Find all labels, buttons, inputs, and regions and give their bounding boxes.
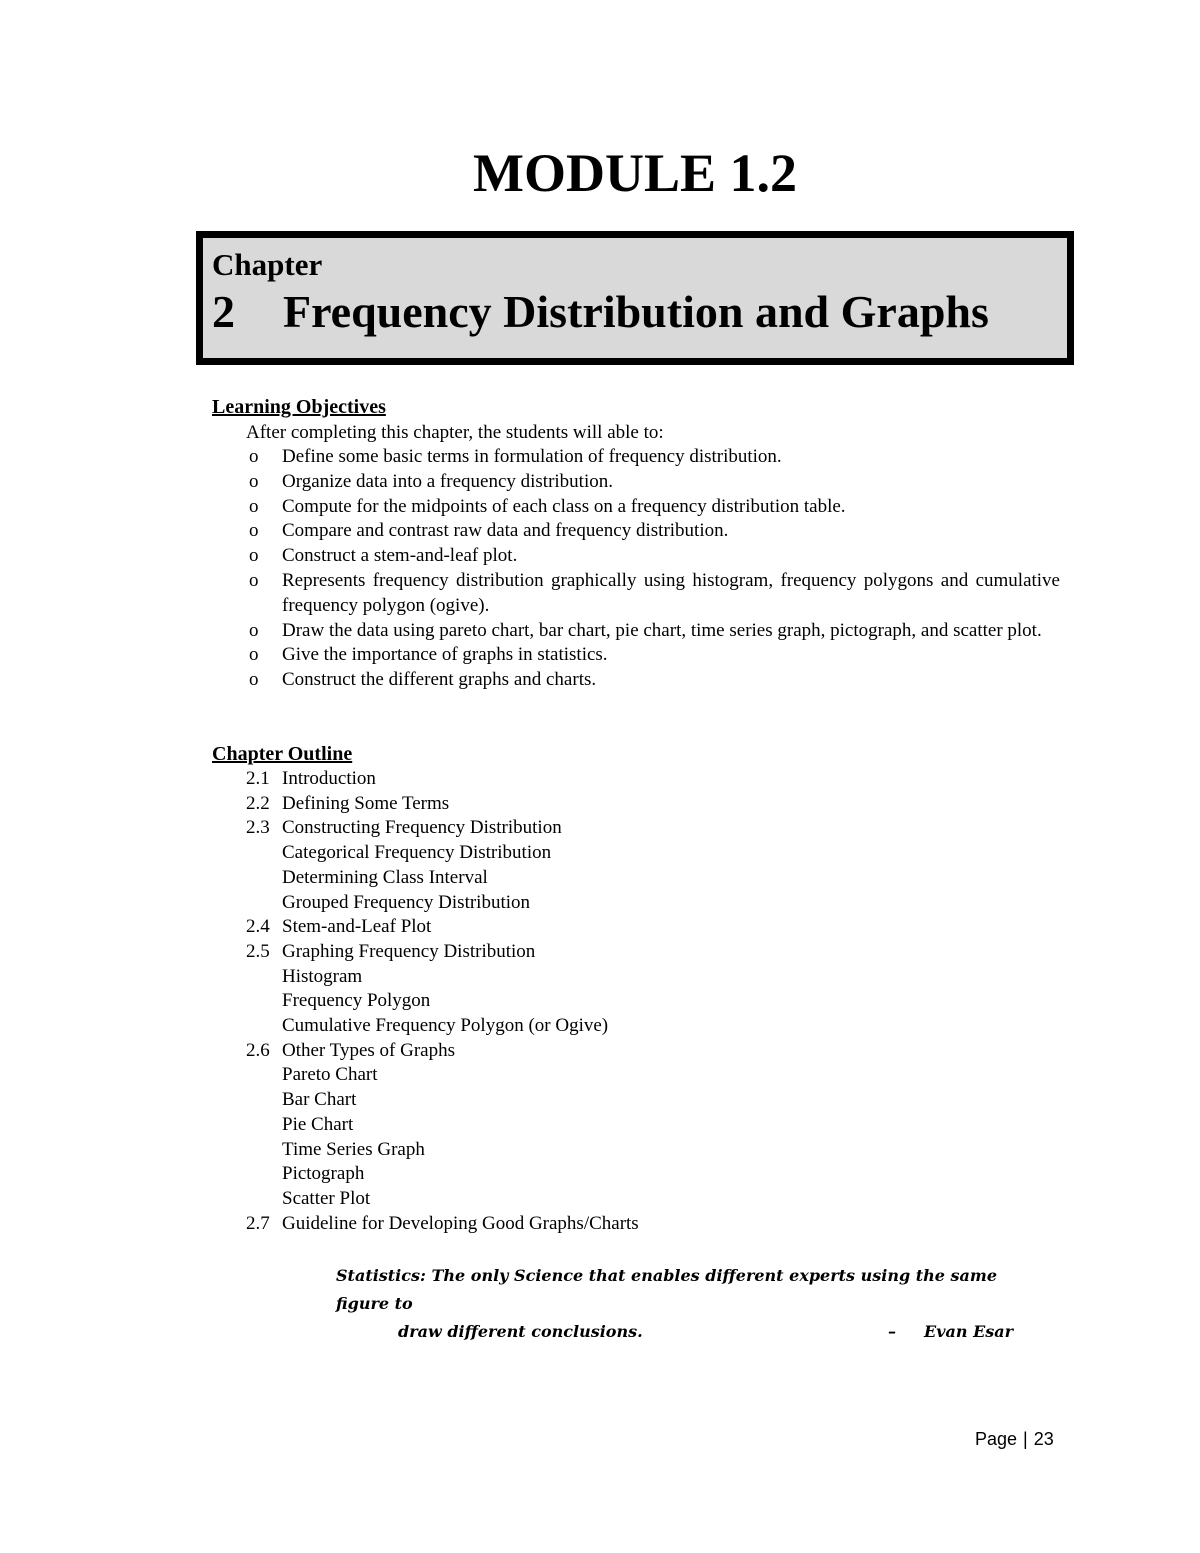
bullet-marker: o	[249, 619, 259, 641]
learning-objectives-heading: Learning Objectives	[212, 396, 386, 418]
chapter-outline-list	[246, 767, 639, 1236]
objective-item	[212, 470, 1060, 495]
objective-text: Define some basic terms in formulation of frequency distribution.	[282, 446, 782, 467]
outline-number: 2.6	[246, 1039, 270, 1061]
outline-subitem	[246, 1088, 639, 1113]
outline-number: 2.7	[246, 1212, 270, 1234]
bullet-marker: o	[249, 644, 259, 666]
objective-text: Draw the data using pareto chart, bar chart, pie chart, time series graph, pictograph, and scatter plot.	[282, 619, 1042, 641]
outline-text: Constructing Frequency Distribution	[282, 817, 562, 839]
outline-text: Grouped Frequency Distribution	[282, 891, 531, 913]
outline-number: 2.3	[246, 817, 270, 839]
outline-subitem	[246, 866, 639, 891]
outline-text: Defining Some Terms	[282, 792, 450, 814]
outline-text: Bar Chart	[282, 1089, 357, 1111]
bullet-marker: o	[249, 569, 259, 591]
objective-item	[212, 544, 1060, 569]
outline-item	[246, 792, 639, 817]
outline-text: Guideline for Developing Good Graphs/Charts	[282, 1212, 639, 1234]
outline-subitem	[246, 1063, 639, 1088]
outline-text: Categorical Frequency Distribution	[282, 842, 552, 864]
outline-text: Time Series Graph	[282, 1138, 425, 1160]
outline-number: 2.2	[246, 792, 270, 814]
objective-item	[212, 519, 1060, 544]
attribution-dash: –	[888, 1322, 896, 1341]
outline-text: Stem-and-Leaf Plot	[282, 916, 432, 938]
objective-item	[212, 668, 1060, 693]
objective-item	[212, 495, 1060, 520]
quote-line-2: draw different conclusions.	[398, 1322, 643, 1341]
learning-objectives-list	[212, 445, 1060, 693]
outline-subitem	[246, 989, 639, 1014]
outline-number: 2.4	[246, 916, 270, 938]
outline-item	[246, 940, 639, 965]
chapter-banner	[196, 231, 1074, 365]
outline-text: Scatter Plot	[282, 1187, 371, 1209]
outline-number: 2.5	[246, 940, 270, 962]
outline-text: Graphing Frequency Distribution	[282, 940, 536, 962]
outline-subitem	[246, 891, 639, 916]
module-title: MODULE 1.2	[473, 143, 797, 203]
outline-item	[246, 1212, 639, 1237]
outline-text: Histogram	[282, 965, 363, 987]
outline-text: Cumulative Frequency Polygon (or Ogive)	[282, 1015, 609, 1037]
bullet-marker: o	[249, 495, 259, 517]
outline-item	[246, 816, 639, 841]
outline-item	[246, 1039, 639, 1064]
outline-item	[246, 915, 639, 940]
outline-text: Pictograph	[282, 1163, 365, 1185]
learning-objectives-intro: After completing this chapter, the students will able to:	[246, 422, 664, 443]
outline-text: Pareto Chart	[282, 1064, 378, 1086]
quote-line-1: Statistics: The only Science that enables different experts using the same figure to	[336, 1266, 997, 1313]
outline-item	[246, 767, 639, 792]
outline-subitem	[246, 1187, 639, 1212]
outline-subitem	[246, 1162, 639, 1187]
outline-text: Introduction	[282, 768, 376, 789]
objective-item	[212, 643, 1060, 668]
bullet-marker: o	[249, 545, 259, 567]
bullet-marker: o	[249, 669, 259, 691]
outline-number: 2.1	[246, 768, 270, 789]
outline-text: Determining Class Interval	[282, 866, 488, 888]
outline-subitem	[246, 841, 639, 866]
outline-text: Pie Chart	[282, 1113, 354, 1135]
page-number: 23	[1033, 1429, 1054, 1449]
page-separator: |	[1023, 1429, 1028, 1449]
outline-subitem	[246, 1014, 639, 1039]
chapter-outline-heading: Chapter Outline	[212, 743, 353, 765]
page-footer	[975, 1427, 1054, 1451]
objective-item	[212, 445, 1060, 470]
bullet-marker: o	[249, 470, 259, 492]
outline-subitem	[246, 965, 639, 990]
objective-text: Compute for the midpoints of each class on a frequency distribution table.	[282, 495, 846, 517]
chapter-label: Chapter	[212, 247, 323, 282]
objective-text: Compare and contrast raw data and frequency distribution.	[282, 520, 729, 542]
bullet-marker: o	[249, 446, 259, 467]
objective-text: Represents frequency distribution graphically using histogram, frequency polygons and cumulative frequency polygon (ogive).	[282, 569, 1060, 616]
page-label: Page	[975, 1429, 1018, 1449]
objective-text: Give the importance of graphs in statistics.	[282, 644, 608, 666]
chapter-number: 2	[212, 286, 235, 337]
outline-text: Frequency Polygon	[282, 990, 431, 1012]
quote-author: Evan Esar	[924, 1322, 1014, 1341]
objective-text: Construct a stem-and-leaf plot.	[282, 545, 518, 567]
objective-item	[212, 619, 1060, 644]
objective-text: Construct the different graphs and charts.	[282, 669, 597, 691]
outline-subitem	[246, 1138, 639, 1163]
objective-text: Organize data into a frequency distribution.	[282, 470, 613, 492]
outline-text: Other Types of Graphs	[282, 1039, 455, 1061]
bullet-marker: o	[249, 520, 259, 542]
chapter-title: Frequency Distribution and Graphs	[283, 286, 989, 337]
quote-attribution	[888, 1318, 1013, 1346]
objective-item	[212, 569, 1060, 619]
outline-subitem	[246, 1113, 639, 1138]
